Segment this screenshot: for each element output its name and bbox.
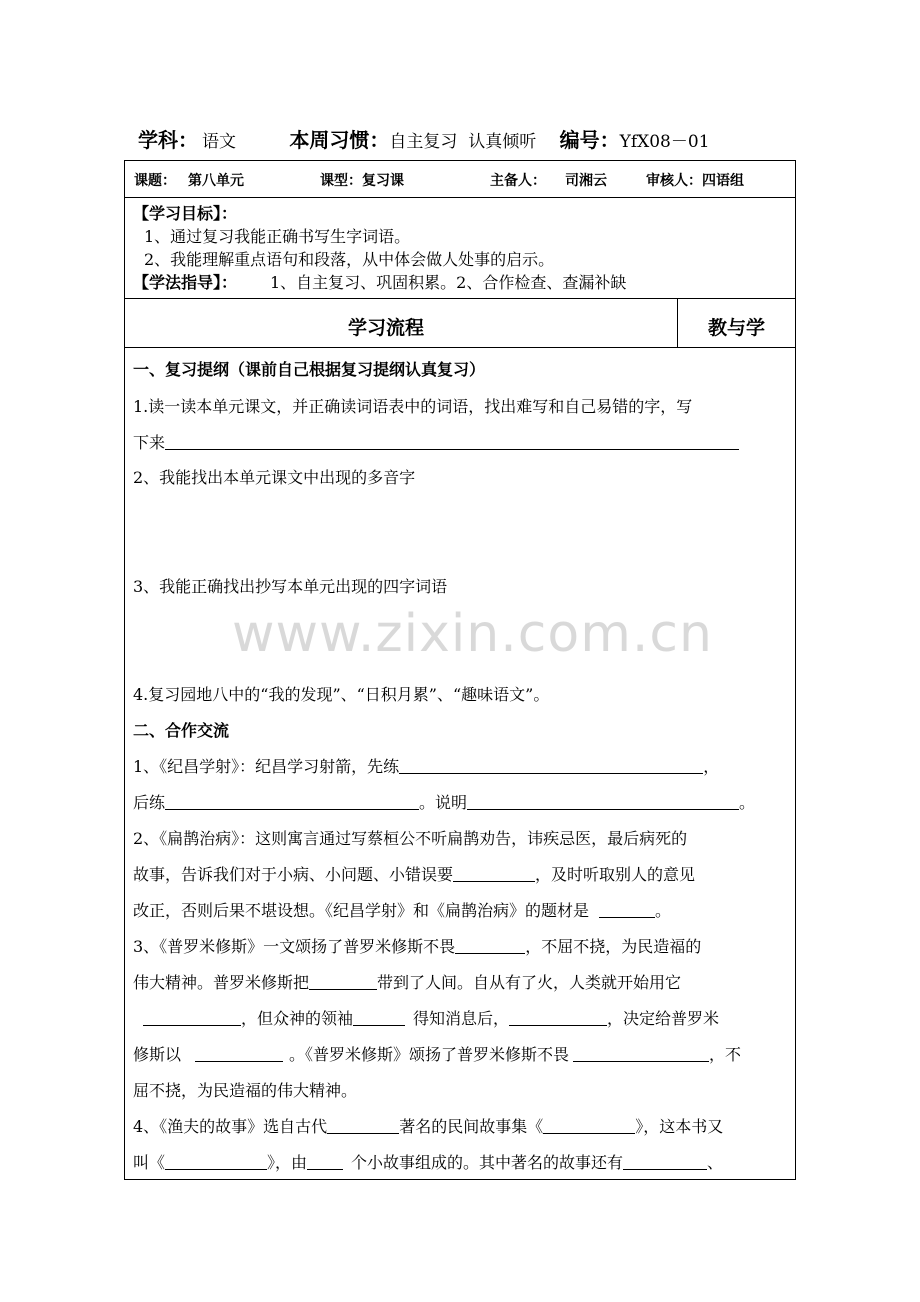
code-label: 编号： (559, 128, 620, 152)
method-title: 【学法指导】： (133, 273, 238, 292)
s2-q4-punct: 、 (707, 1153, 724, 1172)
answer-blank[interactable] (455, 938, 525, 954)
answer-blank[interactable] (453, 866, 535, 882)
s2-q2-line1: 2、《扁鹊治病》：这则寓言通过写蔡桓公不听扁鹊劝告，讳疾忌医，最后病死的 (133, 829, 688, 848)
answer-blank[interactable] (309, 974, 377, 990)
s2-q3-text: ，决定给普罗米 (607, 1009, 720, 1028)
answer-blank[interactable] (599, 902, 655, 918)
code-value: YfX08－01 (619, 132, 710, 152)
subject-label: 学科： (138, 128, 198, 152)
s2-q1-text: 后练 (133, 793, 166, 812)
flow-header: 学习流程 (348, 317, 425, 339)
q1-line2 (133, 430, 739, 453)
s2-q1-punct: 。 (739, 793, 756, 812)
row-divider (125, 298, 795, 299)
q2-text: 2、我能找出本单元课文中出现的多音字 (133, 468, 416, 487)
type-label: 课型：复习课 (320, 173, 404, 189)
s2-q4-text: 著名的民间故事集《 (399, 1117, 544, 1136)
preparer-value: 司湘云 (565, 173, 607, 189)
s2-q4-line2 (133, 1150, 723, 1173)
s2-q2-line3 (133, 898, 671, 921)
s2-q4-text: 叫《 (133, 1153, 166, 1172)
s2-q3-line4 (133, 1042, 741, 1065)
s2-q2-text: 故事，告诉我们对于小病、小问题、小错误要 (133, 865, 454, 884)
goal-item: 2、我能理解重点语句和段落，从中体会做人处事的启示。 (144, 250, 555, 269)
s2-q3-text: 带到了人间。自从有了火，人类就开始用它 (377, 973, 682, 992)
q3-text: 3、我能正确找出抄写本单元出现的四字词语 (133, 577, 448, 596)
s2-q1-line1 (133, 754, 719, 777)
habit-label: 本周习惯： (289, 128, 390, 152)
answer-blank[interactable] (165, 434, 739, 450)
topic-label: 课题： (134, 173, 176, 189)
row-divider (125, 197, 795, 198)
answer-blank[interactable] (399, 758, 703, 774)
preparer-label: 主备人： (490, 173, 546, 189)
row-divider (125, 347, 795, 348)
answer-blank[interactable] (509, 1010, 607, 1026)
method-text: 1、自主复习、巩固积累。2、合作检查、查漏补缺 (270, 273, 627, 292)
s2-q2-text: 改正，否则后果不堪设想。《纪昌学射》和《扁鹊治病》的题材是 (133, 901, 590, 920)
s2-q3-line3 (133, 1006, 719, 1029)
answer-blank[interactable] (623, 1154, 707, 1170)
answer-blank[interactable] (165, 794, 419, 810)
s2-q4-line1 (133, 1114, 723, 1137)
section2-title: 二、合作交流 (133, 721, 230, 740)
reviewer-label: 审核人：四语组 (646, 173, 744, 189)
s2-q1-line2 (133, 790, 755, 813)
s2-q3-text: ，不 (709, 1045, 742, 1064)
habit-value: 自主复习 认真倾听 (389, 132, 537, 152)
s2-q2-text: ，及时听取别人的意见 (535, 865, 696, 884)
section1-title: 一、复习提纲（课前自己根据复习提纲认真复习） (133, 360, 486, 379)
column-divider (677, 298, 678, 347)
teach-header: 教与学 (708, 317, 766, 339)
q1-line2-text: 下来 (133, 433, 166, 452)
topic-value: 第八单元 (188, 173, 244, 189)
worksheet-header (138, 124, 710, 153)
watermark: www.zixin.com.cn (232, 604, 713, 664)
s2-q4-text: 个小故事组成的。其中著名的故事还有 (351, 1153, 624, 1172)
s2-q3-text: ，不屈不挠，为民造福的 (525, 937, 702, 956)
s2-q2-punct: 。 (655, 901, 672, 920)
s2-q1-punct: ， (703, 757, 720, 776)
s2-q3-text: 伟大精神。普罗米修斯把 (133, 973, 310, 992)
s2-q3-text: 修斯以 (133, 1045, 182, 1064)
s2-q3-line2 (133, 970, 681, 993)
s2-q4-text: 》，这本书又 (635, 1117, 724, 1136)
s2-q3-text: 。《普罗米修斯》颂扬了普罗米修斯不畏 (289, 1045, 570, 1064)
s2-q2-line2 (133, 862, 695, 885)
s2-q3-text: 3、《普罗米修斯》一文颂扬了普罗米修斯不畏 (133, 937, 456, 956)
answer-blank[interactable] (165, 1154, 267, 1170)
s2-q3-line1 (133, 934, 701, 957)
answer-blank[interactable] (143, 1010, 241, 1026)
answer-blank[interactable] (327, 1118, 399, 1134)
answer-blank[interactable] (573, 1046, 709, 1062)
goal-item: 1、通过复习我能正确书写生字词语。 (144, 227, 411, 246)
s2-q3-text: ，但众神的领袖 (241, 1009, 354, 1028)
answer-blank[interactable] (195, 1046, 283, 1062)
answer-blank[interactable] (307, 1154, 343, 1170)
s2-q4-text: 4、《渔夫的故事》选自古代 (133, 1117, 328, 1136)
goals-title: 【学习目标】： (133, 204, 238, 223)
s2-q1-text: 1、《纪昌学射》：纪昌学习射箭，先练 (133, 757, 400, 776)
s2-q3-line5: 屈不挠，为民造福的伟大精神。 (133, 1081, 358, 1100)
s2-q4-text: 》，由 (267, 1153, 308, 1172)
q4-text: 4.复习园地八中的“我的发现”、“日积月累”、“趣味语文”。 (133, 685, 550, 704)
s2-q3-text: 得知消息后， (413, 1009, 510, 1028)
answer-blank[interactable] (467, 794, 739, 810)
q1-line1: 1.读一读本单元课文，并正确读词语表中的词语，找出难写和自己易错的字，写 (133, 397, 693, 416)
answer-blank[interactable] (353, 1010, 405, 1026)
answer-blank[interactable] (543, 1118, 635, 1134)
subject-value: 语文 (202, 132, 236, 152)
s2-q1-text: 。说明 (419, 793, 468, 812)
